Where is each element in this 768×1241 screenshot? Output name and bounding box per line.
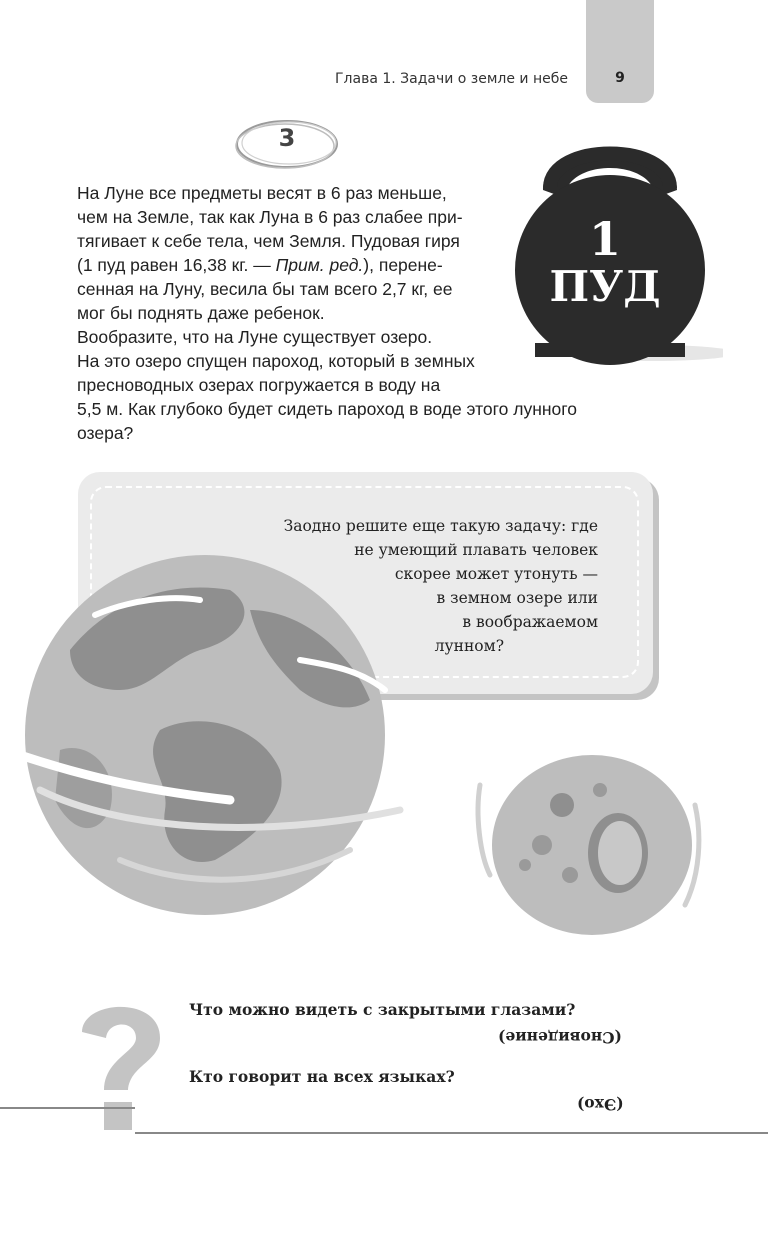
callout-line-1: Заодно решите еще такую задачу: где <box>283 517 598 535</box>
callout-line-2: не умеющий плавать человек <box>354 541 598 559</box>
riddle-question-1: Что можно видеть с закрытыми глазами? <box>189 1000 576 1019</box>
editor-note: Прим. ред. <box>275 255 364 275</box>
chapter-title: Глава 1. Задачи о земле и небе <box>335 71 568 87</box>
problem-line-10: 5,5 м. Как глубоко будет сидеть пароход в воде этого лунного <box>77 399 577 419</box>
page-number: 9 <box>615 70 625 86</box>
kettlebell-number: 1 <box>588 212 621 266</box>
riddle-answer-1: (Сновидение) <box>498 1028 622 1047</box>
problem-line-5: сенная на Луну, весила бы там всего 2,7 кг, ее <box>77 279 453 299</box>
earth-illustration <box>0 540 420 920</box>
page-number-tab <box>586 0 654 103</box>
problem-line-7: Вообразите, что на Луне существует озеро. <box>77 327 433 347</box>
callout-line-6: лунном? <box>434 637 504 655</box>
riddle-question-2: Кто говорит на всех языках? <box>189 1067 455 1086</box>
problem-line-2: чем на Земле, так как Луна в 6 раз слабее при- <box>77 207 463 227</box>
problem-line-9: пресноводных озерах погружается в воду на <box>77 375 441 395</box>
problem-line-3: тягивает к себе тела, чем Земля. Пудовая гиря <box>77 231 460 251</box>
callout-line-4: в земном озере или <box>436 589 598 607</box>
rule-left <box>0 1107 135 1109</box>
problem-line-8: На это озеро спущен пароход, который в земных <box>77 351 475 371</box>
problem-line-4: (1 пуд равен 16,38 кг. — Прим. ред.), перене- <box>77 255 443 275</box>
callout-line-3: скорее может утонуть — <box>394 565 598 583</box>
problem-line-1: На Луне все предметы весят в 6 раз меньше, <box>77 183 447 203</box>
problem-line-11: озера? <box>77 423 134 443</box>
callout-line-5: в воображаемом <box>462 613 598 631</box>
riddle-answer-2: (Эхо) <box>577 1095 624 1114</box>
question-mark-icon <box>70 990 170 1140</box>
rule-right <box>135 1132 768 1134</box>
moon-illustration <box>470 745 710 945</box>
kettlebell-unit: ПУД <box>549 262 661 311</box>
problem-line-6: мог бы поднять даже ребенок. <box>77 303 325 323</box>
problem-number: 3 <box>278 124 296 152</box>
